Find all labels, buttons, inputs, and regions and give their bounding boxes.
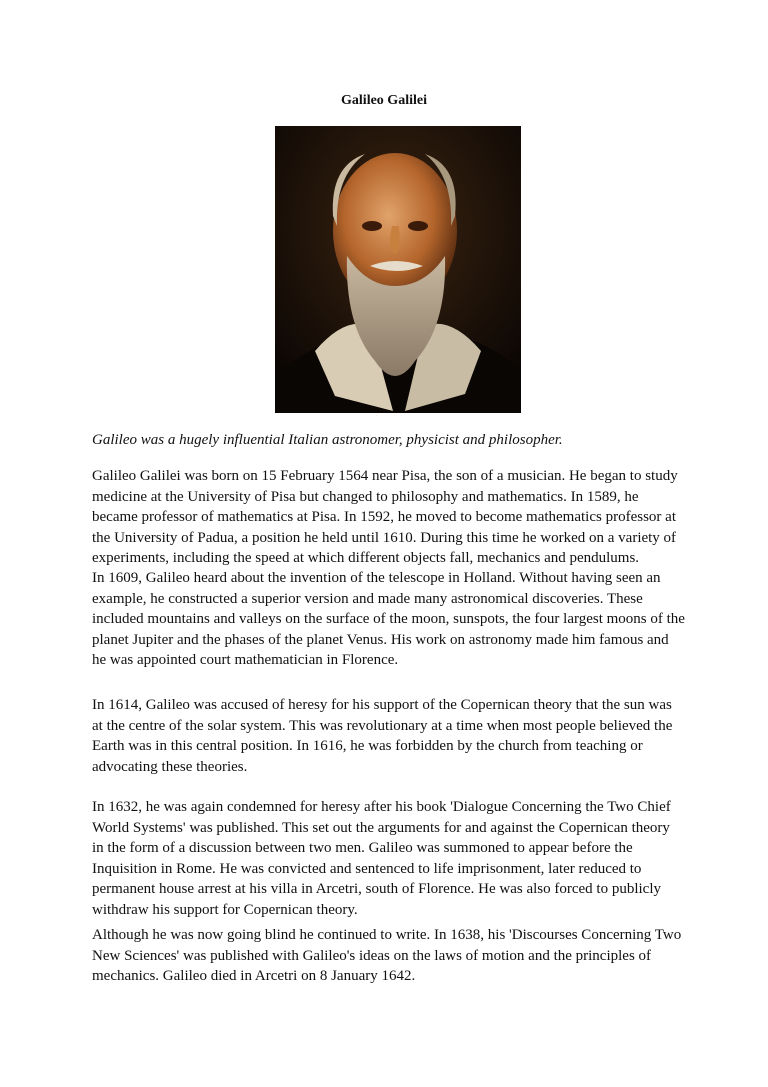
text-line: New Sciences' was published with Galileo's ideas on the laws of motion and the principles of bbox=[92, 947, 652, 964]
galileo-portrait-image bbox=[275, 126, 521, 413]
text-line: included mountains and valleys on the surface of the moon, sunspots, the four largest moons of the bbox=[92, 611, 685, 627]
text-line: In 1609, Galileo heard about the invention of the telescope in Holland. Without having seen an bbox=[92, 570, 661, 586]
text-line: withdraw his support for Copernican theory. bbox=[92, 901, 358, 918]
text-line: Galileo Galilei was born on 15 February 1564 near Pisa, the son of a musician. He began to study bbox=[92, 468, 678, 484]
text-line: experiments, including the speed at which different objects fall, mechanics and pendulums. bbox=[92, 550, 640, 566]
text-line: In 1614, Galileo was accused of heresy for his support of the Copernican theory that the sun was bbox=[92, 697, 672, 713]
text-line: example, he constructed a superior version and made many astronomical discoveries. These bbox=[92, 590, 643, 607]
text-line: permanent house arrest at his villa in Arcetri, south of Florence. He was also forced to publicly bbox=[92, 881, 662, 897]
paragraph-birth-education bbox=[92, 466, 732, 569]
text-line: became professor of mathematics at Pisa. In 1592, he moved to become mathematics professor at bbox=[92, 509, 676, 525]
text-line: the University of Padua, a position he held until 1610. During this time he worked on a variety of bbox=[92, 529, 677, 546]
text-line: medicine at the University of Pisa but changed to philosophy and mathematics. In 1589, he bbox=[92, 488, 639, 505]
paragraph-condemnation bbox=[92, 797, 732, 920]
text-line: Inquisition in Rome. He was convicted and sentenced to life imprisonment, later reduced to bbox=[92, 860, 642, 877]
page-title: Galileo Galilei bbox=[341, 93, 427, 108]
text-line: mechanics. Galileo died in Arcetri on 8 January 1642. bbox=[92, 968, 416, 984]
text-line: In 1632, he was again condemned for heresy after his book 'Dialogue Concerning the Two Chief bbox=[92, 799, 671, 815]
text-line: in the form of a discussion between two men. Galileo was summoned to appear before the bbox=[92, 840, 633, 856]
text-line: planet Jupiter and the phases of the planet Venus. His work on astronomy made him famous and bbox=[92, 631, 669, 648]
intro-text: Galileo was a hugely influential Italian astronomer, physicist and philosopher. bbox=[92, 432, 563, 448]
paragraph-heresy bbox=[92, 695, 732, 777]
paragraph-telescope bbox=[92, 568, 732, 671]
text-line: Although he was now going blind he continued to write. In 1638, his 'Discourses Concerning Two bbox=[92, 927, 682, 943]
text-line: Earth was in this central position. In 1616, he was forbidden by the church from teaching or bbox=[92, 738, 643, 754]
text-line: World Systems' was published. This set out the arguments for and against the Copernican theory bbox=[92, 819, 670, 836]
text-line: he was appointed court mathematician in Florence. bbox=[92, 652, 399, 668]
text-line: advocating these theories. bbox=[92, 758, 248, 775]
paragraph-later-life bbox=[92, 925, 732, 987]
text-line: at the centre of the solar system. This was revolutionary at a time when most people believed the bbox=[92, 717, 673, 734]
